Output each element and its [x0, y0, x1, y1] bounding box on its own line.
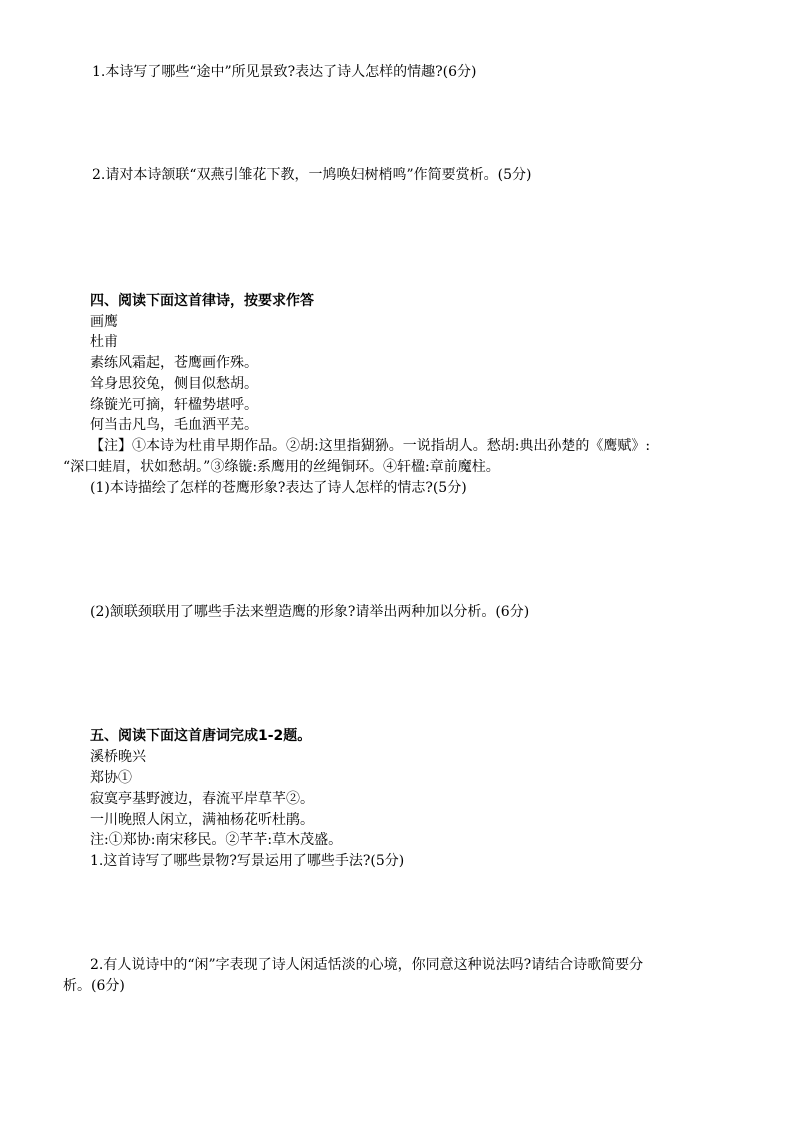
section4-question-1: (1)本诗描绘了怎样的苍鹰形象?表达了诗人怎样的情志?(5分) [90, 480, 467, 496]
section5-poem-author: 郑协① [90, 770, 132, 786]
section4-poem-author: 杜甫 [90, 334, 118, 350]
section5-question-2-line-2: 析。(6分) [63, 978, 125, 994]
section4-note-line-2: “深口蛙眉，状如愁胡。”③绦镟:系鹰用的丝绳铜环。④轩楹:章前魔柱。 [63, 459, 500, 475]
section5-heading: 五、阅读下面这首唐词完成1-2题。 [90, 728, 312, 744]
section4-poem-line-4: 何当击凡鸟，毛血洒平芜。 [90, 417, 258, 433]
section4-poem-line-1: 素练风霜起，苍鹰画作殊。 [90, 355, 258, 371]
section5-question-2-line-1: 2.有人说诗中的“闲”字表现了诗人闲适恬淡的心境，你同意这种说法吗?请结合诗歌简要分 [90, 957, 644, 973]
section5-question-1: 1.这首诗写了哪些景物?写景运用了哪些手法?(5分) [90, 853, 405, 869]
section4-question-2: (2)颔联颈联用了哪些手法来塑造鹰的形象?请举出两种加以分析。(6分) [90, 604, 530, 620]
section5-note: 注:①郑协:南宋移民。②芊芊:草木茂盛。 [90, 832, 343, 848]
section5-poem-line-1: 寂寞亭基野渡边，春流平岸草芊②。 [90, 791, 314, 807]
section5-poem-line-2: 一川晚照人闲立，满袖杨花听杜鹃。 [90, 812, 314, 828]
section4-poem-line-2: 耸身思狡兔，侧目似愁胡。 [90, 376, 258, 392]
section4-heading: 四、阅读下面这首律诗，按要求作答 [90, 293, 314, 309]
section3-question-1: 1.本诗写了哪些“途中”所见景致?表达了诗人怎样的情趣?(6分) [92, 64, 477, 80]
section5-poem-title: 溪桥晚兴 [90, 749, 146, 765]
section4-poem-title: 画鹰 [90, 314, 118, 330]
section4-poem-line-3: 绦镟光可摘，轩楹势堪呼。 [90, 397, 258, 413]
section3-question-2: 2.请对本诗颔联“双燕引雏花下教，一鸠唤妇树梢鸣”作简要赏析。(5分) [92, 167, 532, 183]
section4-note-line-1: 【注】①本诗为杜甫早期作品。②胡:这里指猢狲。一说指胡人。愁胡:典出孙楚的《鹰赋》: [90, 438, 651, 454]
